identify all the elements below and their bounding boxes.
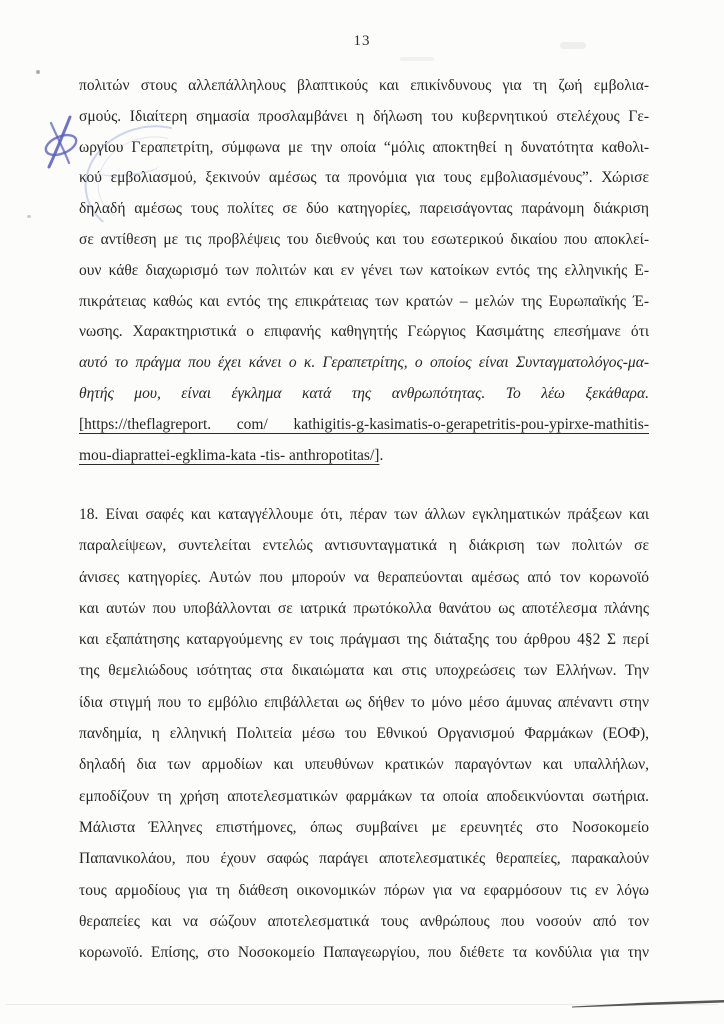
text-line: και εξαπάτησης καταργούμενης εν τοις πράγμασι της διάταξης του άρθρου 4§2 Σ περί: [79, 631, 649, 649]
url-suffix: .: [379, 446, 384, 464]
text-line: τους αρμοδίους για τη διάθεση οικονομικών πόρων για να εφαρμόσουν τις εν λόγω: [79, 881, 649, 899]
text-line: της θεμελιώδους ισότητας στα δικαιώματα και στις υποχρεώσεις των Ελλήνων. Την: [79, 662, 649, 680]
text-line: πικράτειας καθώς και εντός της επικράτειας των κρατών – μελών της Ευρωπαϊκής Έ-: [79, 292, 649, 310]
text-line: Μάλιστα Έλληνες επιστήμονες, όπως συμβαίνει με ερευνητές στο Νοσοκομείο: [79, 818, 649, 836]
scan-edge-dark-line: [572, 997, 724, 1009]
text-line: θεραπείες και να σώζουν αποτελεσματικά τους ανθρώπους που νοσούν από τον: [79, 912, 649, 930]
text-line: και αυτών που υποβάλλονται σε ιατρικά πρωτόκολλα θανάτου ως αποτέλεσμα πλάνης: [79, 599, 649, 617]
text-line: θητής μου, είναι έγκλημα κατά της ανθρωπότητας. Το λέω ξεκάθαρα.: [79, 384, 649, 402]
page-number: 13: [353, 33, 371, 49]
url-text: mou-diaprattei-egklima-kata -tis- anthropotitas/]: [79, 446, 380, 464]
text-line: 18. Είναι σαφές και καταγγέλλουμε ότι, πέραν των άλλων εγκληματικών πράξεων και: [79, 506, 649, 523]
scan-speck: [27, 215, 31, 218]
text-line: σμούς. Ιδιαίτερη σημασία προσλαμβάνει η δήλωση του κυβερνητικού στελέχους Γε-: [79, 107, 649, 125]
scan-smudge: [560, 42, 586, 49]
text-line-url: [79, 441, 649, 472]
text-line: αυτό το πράγμα που έχει κάνει ο κ. Γεραπετρίτης, ο οποίος είναι Συνταγματολόγος-μα-: [79, 354, 649, 372]
handwritten-x-mark-icon: [39, 112, 83, 170]
text-line: δηλαδή αμέσως τους πολίτες σε δύο κατηγορίες, παρεισάγοντας παράνομη διάκριση: [79, 200, 649, 218]
text-line: πανδημία, η ελληνική Πολιτεία μέσω του Εθνικού Οργανισμού Φαρμάκων (ΕΟΦ),: [79, 725, 649, 743]
text-line: κού εμβολιασμού, ξεκινούν αμέσως τα προνόμια για τους εμβολιασμένους”. Χώρισε: [79, 169, 649, 187]
text-line: ουν κάθε διαχωρισμό των πολιτών και εν γένει των κατοίκων εντός της ελληνικής Ε-: [79, 261, 649, 279]
text-line: Παπανικολάου, που έχουν σαφώς παράγει αποτελεσματικές θεραπείες, παρακαλούν: [79, 850, 649, 868]
text-line: ίδια στιγμή που το εμβόλιο επιβάλλεται ως δήθεν το μόνο μέσο άμυνας απέναντι στην: [79, 693, 649, 711]
paragraph-18: [79, 499, 649, 968]
text-line: άνισες κατηγορίες. Αυτών που μπορούν να θεραπεύονται αμέσως από τον κορωνοϊό: [79, 568, 649, 586]
scan-smudge: [400, 57, 434, 61]
text-line: σε αντίθεση με τις προβλέψεις του διεθνούς και του εσωτερικού δικαίου που αποκλεί-: [79, 230, 649, 248]
url-text: [https://theflagreport. com/ kathigitis-g-kasimatis-o-gerapetritis-pou-ypirxe-mathitis-: [79, 415, 649, 433]
text-line: εμποδίζουν τη χρήση αποτελεσματικών φαρμάκων τα οποία αποδεικνύονται σωτήρια.: [79, 787, 649, 805]
paragraph-17-continuation: [79, 71, 649, 471]
text-line: κορωνοϊό. Επίσης, στο Νοσοκομείο Παπαγεωργίου, που διέθετε τα κονδύλια για την: [79, 944, 649, 962]
scan-speck: [36, 70, 40, 74]
text-line: νωσης. Χαρακτηριστικά ο επιφανής καθηγητής Γεώργιος Κασιμάτης επεσήμανε ότι: [79, 323, 649, 341]
text-line: ωργίου Γεραπετρίτη, σύμφωνα με την οποία “μόλις αποκτηθεί η δυνατότητα καθολι-: [79, 138, 649, 156]
text-line: δηλαδή δια των αρμοδίων και υπευθύνων κρατικών παραγόντων και υπαλλήλων,: [79, 756, 649, 774]
text-line-url: [79, 410, 649, 441]
text-line: παραλείψεων, συντελείται εντελώς αντισυνταγματικά η διάκριση των πολιτών σε: [79, 537, 649, 555]
text-line: πολιτών στους αλλεπάλληλους βλαπτικούς και επικίνδυνους για τη ζωή εμβολια-: [79, 77, 649, 94]
